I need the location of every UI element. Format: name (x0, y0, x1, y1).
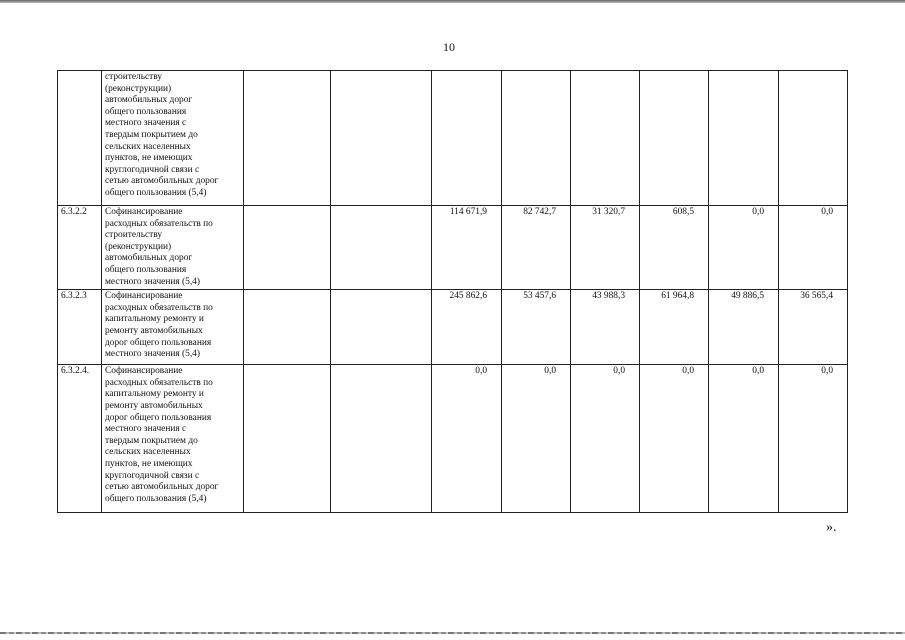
row-number-cell: 6.3.2.3 (58, 290, 102, 365)
row-empty-cell (244, 206, 331, 290)
table-row (58, 290, 848, 365)
budget-table (57, 70, 848, 513)
row-description-cell: Софинансирование расходных обязательств по капитальному ремонту и ремонту автомобильных дорог общего пользования местного значения (5,4) (102, 290, 244, 365)
row-value-cell: 0,0 (779, 365, 848, 513)
row-description-cell: Софинансирование расходных обязательств по строительству (реконструкции) автомобильных дорог общего пользования местного значения (5,4) (102, 206, 244, 290)
table-row (58, 365, 848, 513)
row-value-cell: 0,0 (640, 365, 709, 513)
row-value-cell: 0,0 (502, 365, 571, 513)
row-value-cell (432, 71, 502, 206)
row-value-cell: 245 862,6 (432, 290, 502, 365)
row-value-cell: 82 742,7 (502, 206, 571, 290)
row-number-cell (58, 71, 102, 206)
row-value-cell: 0,0 (709, 365, 779, 513)
row-value-cell: 608,5 (640, 206, 709, 290)
row-value-cell: 53 457,6 (502, 290, 571, 365)
row-empty-cell (244, 71, 331, 206)
row-value-cell: 49 886,5 (709, 290, 779, 365)
row-empty-cell (331, 71, 432, 206)
page-number: 10 (443, 40, 455, 54)
row-value-cell: 43 988,3 (571, 290, 640, 365)
row-value-cell: 36 565,4 (779, 290, 848, 365)
row-value-cell (640, 71, 709, 206)
row-value-cell: 61 964,8 (640, 290, 709, 365)
row-value-cell (709, 71, 779, 206)
row-value-cell: 114 671,9 (432, 206, 502, 290)
row-value-cell: 31 320,7 (571, 206, 640, 290)
row-empty-cell (331, 365, 432, 513)
row-empty-cell (244, 365, 331, 513)
row-description-cell: строительству (реконструкции) автомобильных дорог общего пользования местного значения с твердым покрытием до сельских населенных пунктов, не имеющих круглогодичной связи с сетью автомобильных дорог общего пользования (5,4) (102, 71, 244, 206)
scan-bottom-edge (0, 632, 905, 634)
row-value-cell (779, 71, 848, 206)
row-value-cell: 0,0 (709, 206, 779, 290)
row-number-cell: 6.3.2.4. (58, 365, 102, 513)
closing-quote-mark: ». (826, 520, 837, 535)
table-row (58, 71, 848, 206)
row-empty-cell (331, 290, 432, 365)
row-value-cell: 0,0 (432, 365, 502, 513)
row-description-cell: Софинансирование расходных обязательств по капитальному ремонту и ремонту автомобильных дорог общего пользования местного значения с твердым покрытием до сельских населенных пунктов, не имеющих круглогодичной связи с сетью автомобильных дорог общего пользования (5,4) (102, 365, 244, 513)
row-value-cell (502, 71, 571, 206)
row-empty-cell (331, 206, 432, 290)
row-empty-cell (244, 290, 331, 365)
row-value-cell: 0,0 (571, 365, 640, 513)
row-value-cell: 0,0 (779, 206, 848, 290)
scan-top-edge (0, 0, 905, 3)
row-value-cell (571, 71, 640, 206)
row-number-cell: 6.3.2.2 (58, 206, 102, 290)
table-row (58, 206, 848, 290)
